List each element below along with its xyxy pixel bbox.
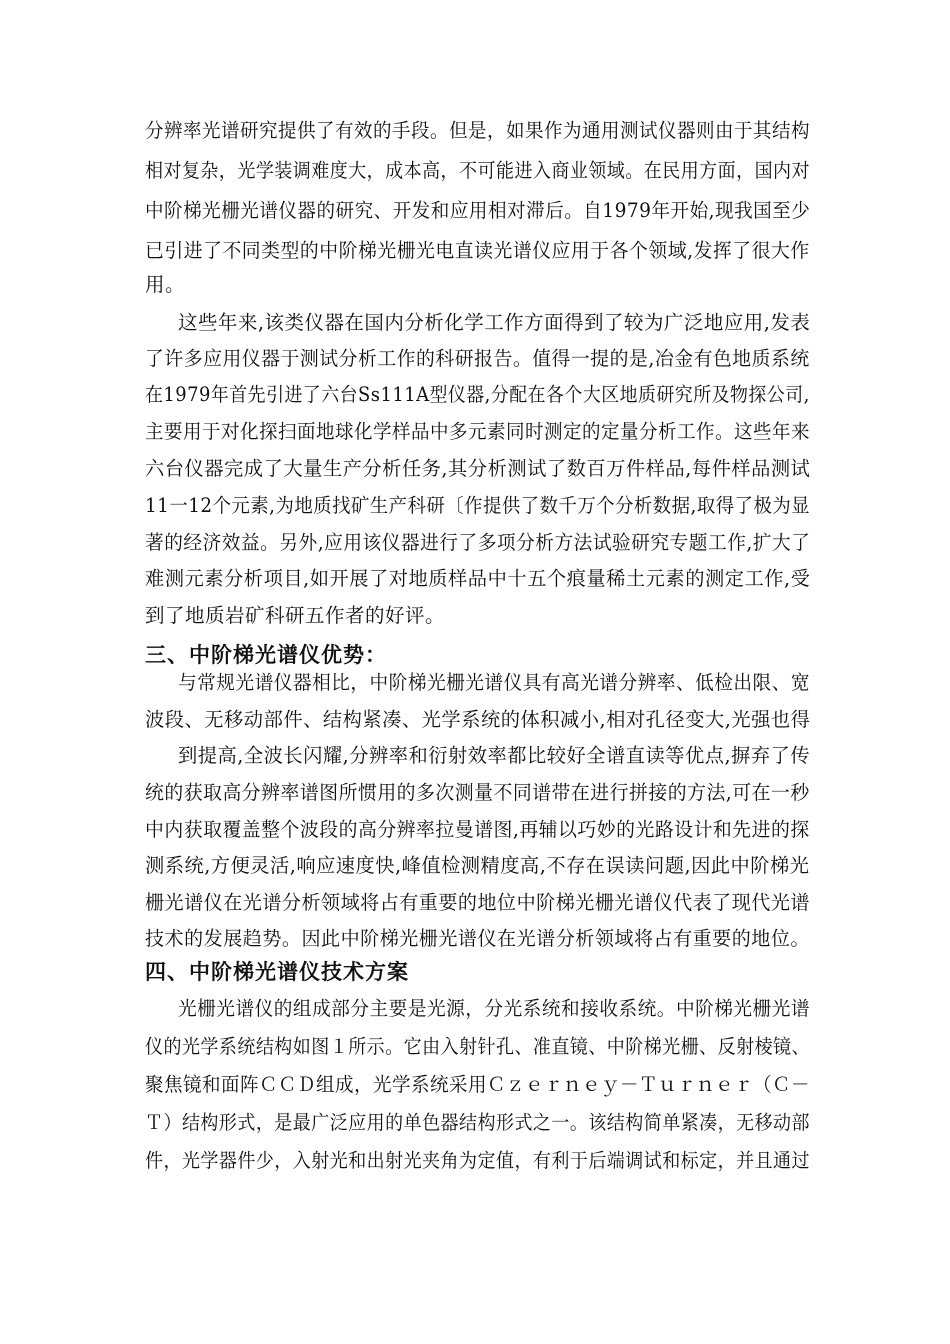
text-line: 仪的光学系统结构如图１所示。它由入射针孔、准直镜、中阶梯光栅、反射棱镜、: [145, 1035, 811, 1058]
text-line: 中阶梯光栅光谱仪器的研究、开发和应用相对滞后。自1979年开始,现我国至少: [145, 199, 811, 222]
text-line: 六台仪器完成了大量生产分析任务,其分析测试了数百万件样品,每件样品测试: [145, 457, 811, 480]
text-line: 波段、无移动部件、结构紧凑、光学系统的体积减小,相对孔径变大,光强也得: [145, 708, 811, 731]
text-line: 件，光学器件少，入射光和出射光夹角为定值，有利于后端调试和标定，并且通过: [145, 1149, 811, 1172]
text-line: 相对复杂，光学装调难度大，成本高，不可能进入商业领域。在民用方面，国内对: [145, 159, 811, 182]
text-line: 与常规光谱仪器相比，中阶梯光栅光谱仪具有高光谱分辨率、低检出限、宽: [178, 671, 811, 694]
text-line: 著的经济效益。另外,应用该仪器进行了多项分析方法试验研究专题工作,扩大了: [145, 531, 811, 554]
text-line: 分辨率光谱研究提供了有效的手段。但是，如果作为通用测试仪器则由于其结构: [145, 119, 811, 142]
text-line: 测系统,方便灵活,响应速度快,峰值检测精度高,不存在误读问题,因此中阶梯光: [145, 854, 810, 877]
text-line: 11一12个元素,为地质找矿生产科研〔作提供了数千万个分析数据,取得了极为显: [145, 494, 811, 517]
text-line: 主要用于对化探扫面地球化学样品中多元素同时测定的定量分析工作。这些年来: [145, 420, 811, 443]
text-line: 这些年来,该类仪器在国内分析化学工作方面得到了较为广泛地应用,发表: [178, 311, 811, 334]
text-line: 了许多应用仪器于测试分析工作的科研报告。值得一提的是,冶金有色地质系统: [145, 347, 810, 370]
text-line: 已引进了不同类型的中阶梯光栅光电直读光谱仪应用于各个领域,发挥了很大作: [145, 239, 810, 262]
text-line: 光栅光谱仪的组成部分主要是光源，分光系统和接收系统。中阶梯光栅光谱: [178, 997, 811, 1020]
text-line: 技术的发展趋势。因此中阶梯光栅光谱仪在光谱分析领域将占有重要的地位。: [145, 927, 810, 950]
text-line: 难测元素分析项目,如开展了对地质样品中十五个痕量稀土元素的测定工作,受: [145, 567, 811, 590]
section-heading: 三、中阶梯光谱仪优势：: [145, 643, 387, 667]
text-line: 用。: [145, 273, 186, 296]
text-line: 统的获取高分辨率谱图所惯用的多次测量不同谱带在进行拼接的方法,可在一秒: [145, 781, 810, 804]
text-line: 在1979年首先引进了六台Ss111A型仪器,分配在各个大区地质研究所及物探公司,: [145, 383, 810, 406]
text-line: 到了地质岩矿科研五作者的好评。: [145, 604, 446, 627]
text-line: 中内获取覆盖整个波段的高分辨率拉曼谱图,再辅以巧妙的光路设计和先进的探: [145, 818, 810, 841]
section-heading: 四、中阶梯光谱仪技术方案: [145, 960, 409, 984]
text-line: 聚焦镜和面阵ＣＣＤ组成，光学系统采用Ｃｚｅｒｎｅｙ－Ｔｕｒｎｅｒ（Ｃ－: [145, 1073, 811, 1096]
text-line: 到提高,全波长闪耀,分辨率和衍射效率都比较好全谱直读等优点,摒弃了传: [178, 744, 811, 767]
text-line: 栅光谱仪在光谱分析领域将占有重要的地位中阶梯光栅光谱仪代表了现代光谱: [145, 891, 810, 914]
text-line: Ｔ）结构形式，是最广泛应用的单色器结构形式之一。该结构简单紧凑，无移动部: [145, 1111, 811, 1134]
